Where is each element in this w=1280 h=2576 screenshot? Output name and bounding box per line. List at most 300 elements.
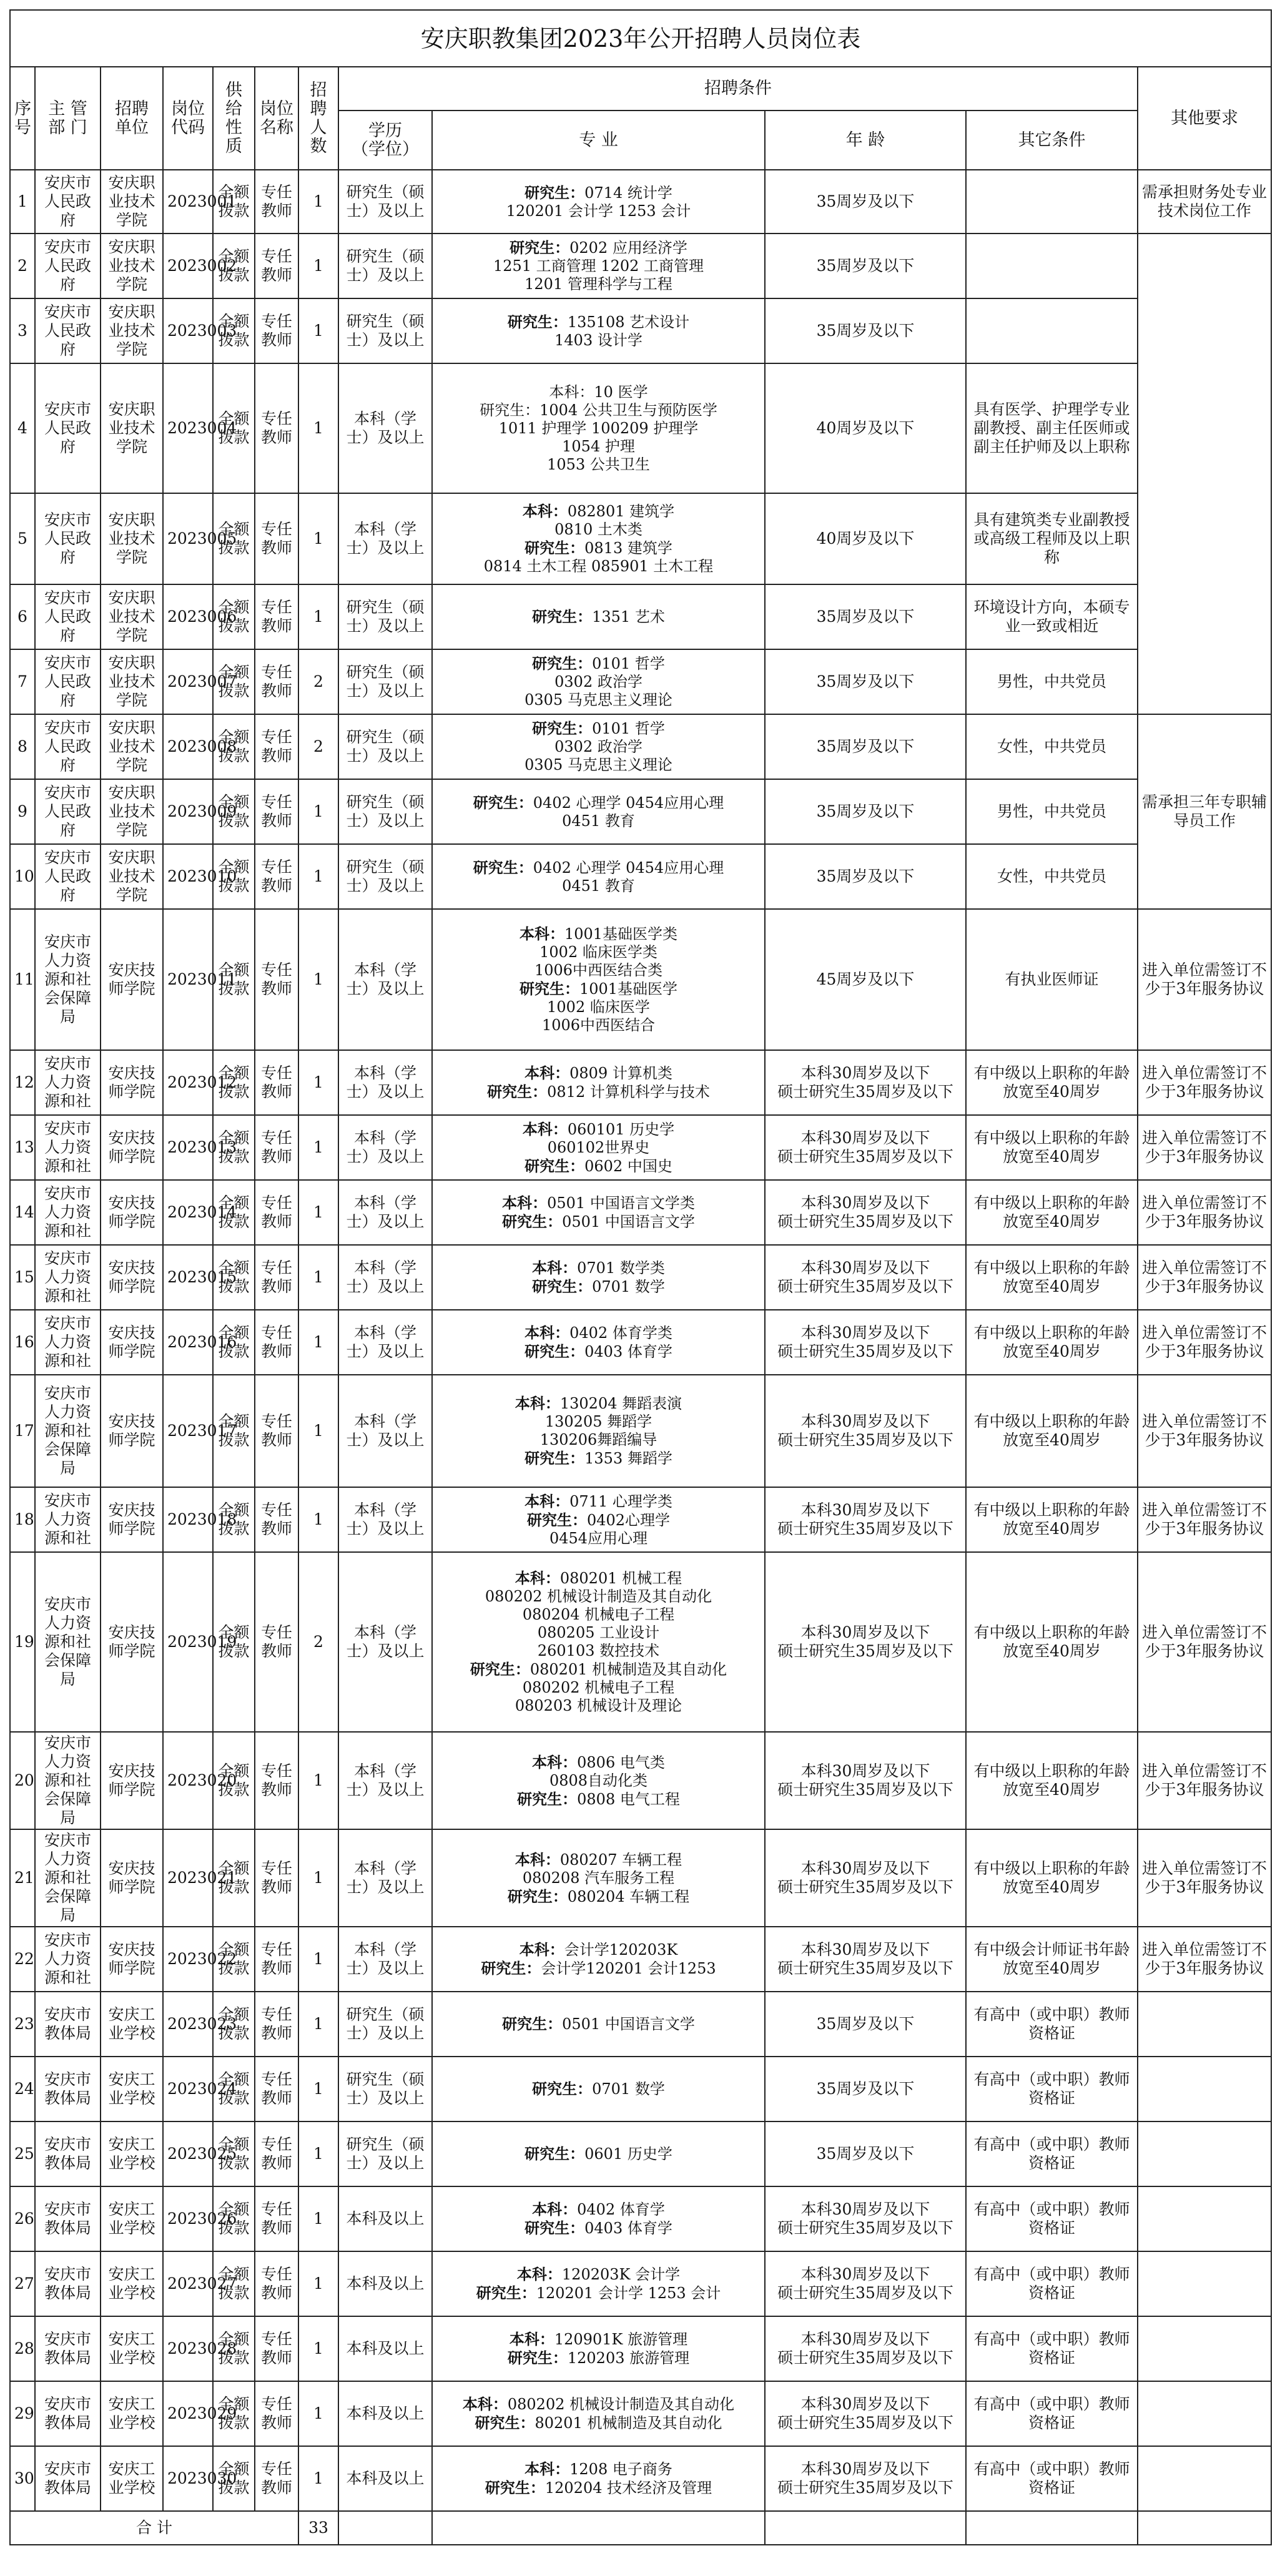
edu-cell: 研究生（硕士）及以上 <box>338 2121 432 2186</box>
other-cell: 有中级以上职称的年龄放宽至40周岁 <box>966 1180 1138 1245</box>
major-line <box>436 1753 761 1772</box>
major-cell <box>432 1050 765 1115</box>
age-cell: 35周岁及以下 <box>765 1992 966 2057</box>
major-text: 060102世界史 <box>547 1138 650 1156</box>
extra-cell: 进入单位需签订不少于3年服务协议 <box>1138 1115 1271 1180</box>
position-cell: 专任教师 <box>255 170 298 234</box>
major-line <box>436 858 761 877</box>
major-cell <box>432 779 765 844</box>
count-cell: 1 <box>298 2381 338 2446</box>
edu-cell: 本科（学士）及以上 <box>338 1050 432 1115</box>
other-cell: 具有建筑类专业副教授或高级工程师及以上职称 <box>966 493 1138 584</box>
unit-cell: 安庆职业技术学院 <box>101 779 163 844</box>
major-cell <box>432 844 765 909</box>
major-level-label: 研究生： <box>524 183 585 202</box>
unit-cell: 安庆工业学校 <box>101 2121 163 2186</box>
unit-cell: 安庆技师学院 <box>101 1732 163 1829</box>
major-text: 1006中西医结合类 <box>534 961 663 979</box>
major-level-label: 研究生： <box>517 1789 578 1808</box>
major-line <box>436 2395 761 2414</box>
header-major: 专 业 <box>432 111 765 170</box>
major-cell <box>432 2121 765 2186</box>
age-cell: 本科30周岁及以下 硕士研究生35周岁及以下 <box>765 1927 966 1992</box>
major-line <box>436 2479 761 2497</box>
other-cell: 女性，中共党员 <box>966 844 1138 909</box>
major-line <box>436 756 761 774</box>
major-line <box>436 1016 761 1035</box>
major-line <box>436 925 761 943</box>
major-cell <box>432 363 765 493</box>
table-row <box>10 1927 1271 1992</box>
major-text: 120901K 旅游管理 <box>554 2331 688 2348</box>
unit-cell: 安庆工业学校 <box>101 2057 163 2121</box>
age-cell: 35周岁及以下 <box>765 844 966 909</box>
major-text: 80201 机械制造及其自动化 <box>534 2414 722 2432</box>
major-text: 0602 中国史 <box>584 1157 672 1175</box>
major-level-label: 本科： <box>514 1569 560 1587</box>
position-cell: 专任教师 <box>255 584 298 649</box>
funding-cell: 全额拨款 <box>213 1245 255 1310</box>
age-cell: 本科30周岁及以下 硕士研究生35周岁及以下 <box>765 2381 966 2446</box>
table-row <box>10 1180 1271 1245</box>
table-row <box>10 2057 1271 2121</box>
major-text: 080208 汽车服务工程 <box>522 1869 675 1887</box>
extra-cell <box>1138 2057 1271 2121</box>
dept-cell: 安庆市人民政府 <box>35 649 101 714</box>
major-level-label: 研究生： <box>507 312 568 331</box>
extra-merged-cell <box>1138 234 1271 714</box>
seq-cell: 7 <box>10 649 35 714</box>
dept-cell: 安庆市人力资源和社 <box>35 1927 101 1992</box>
header-conditions: 招聘条件 <box>338 67 1138 111</box>
total-blank <box>966 2511 1138 2545</box>
dept-cell: 安庆市人民政府 <box>35 170 101 234</box>
funding-cell: 全额拨款 <box>213 1310 255 1375</box>
funding-cell: 全额拨款 <box>213 779 255 844</box>
major-line <box>436 998 761 1016</box>
count-cell: 1 <box>298 1310 338 1375</box>
seq-cell: 11 <box>10 909 35 1050</box>
dept-cell: 安庆市人民政府 <box>35 234 101 298</box>
major-text: 0813 建筑学 <box>584 539 672 557</box>
major-line <box>436 1887 761 1906</box>
seq-cell: 8 <box>10 714 35 779</box>
extra-cell: 进入单位需签订不少于3年服务协议 <box>1138 1829 1271 1927</box>
code-cell: 2023008 <box>163 714 213 779</box>
major-line <box>436 539 761 558</box>
table-row <box>10 493 1271 584</box>
major-cell <box>432 2186 765 2251</box>
major-cell <box>432 714 765 779</box>
dept-cell: 安庆市教体局 <box>35 2121 101 2186</box>
major-text: 会计学120203K <box>564 1941 678 1959</box>
other-cell: 有高中（或中职）教师资格证 <box>966 2446 1138 2511</box>
unit-cell: 安庆技师学院 <box>101 1050 163 1115</box>
age-cell: 本科30周岁及以下 硕士研究生35周岁及以下 <box>765 1487 966 1552</box>
major-level-label: 研究生： <box>524 539 585 557</box>
major-level-label: 研究生： <box>487 1083 548 1101</box>
major-line <box>436 980 761 998</box>
recruitment-table <box>9 9 1272 2545</box>
count-cell: 1 <box>298 1829 338 1927</box>
unit-cell: 安庆职业技术学院 <box>101 584 163 649</box>
seq-cell: 10 <box>10 844 35 909</box>
seq-cell: 22 <box>10 1927 35 1992</box>
dept-cell: 安庆市人力资源和社 <box>35 1487 101 1552</box>
major-line <box>436 2015 761 2033</box>
major-text: 0451 教育 <box>562 877 635 895</box>
major-text: 0402心理学 <box>586 1511 671 1529</box>
major-level-label: 本科： <box>524 1492 570 1510</box>
age-cell: 35周岁及以下 <box>765 170 966 234</box>
count-cell: 1 <box>298 1180 338 1245</box>
funding-cell: 全额拨款 <box>213 649 255 714</box>
total-row <box>10 2511 1271 2545</box>
other-cell: 有中级以上职称的年龄放宽至40周岁 <box>966 1050 1138 1115</box>
header-unit: 招聘 单位 <box>101 67 163 170</box>
position-cell: 专任教师 <box>255 1310 298 1375</box>
major-level-label: 研究生： <box>470 1660 530 1678</box>
major-level-label: 本科： <box>514 1850 560 1869</box>
other-cell <box>966 298 1138 363</box>
count-cell: 1 <box>298 1732 338 1829</box>
funding-cell: 全额拨款 <box>213 363 255 493</box>
count-cell: 1 <box>298 1487 338 1552</box>
major-line <box>436 1083 761 1101</box>
age-cell: 本科30周岁及以下 硕士研究生35周岁及以下 <box>765 1115 966 1180</box>
other-cell: 有中级以上职称的年龄放宽至40周岁 <box>966 1829 1138 1927</box>
major-line <box>436 2219 761 2238</box>
dept-cell: 安庆市人力资源和社 <box>35 1115 101 1180</box>
count-cell: 1 <box>298 1115 338 1180</box>
count-cell: 1 <box>298 1375 338 1487</box>
major-line <box>436 2145 761 2163</box>
dept-cell: 安庆市人民政府 <box>35 298 101 363</box>
major-text: 0701 数学 <box>592 1278 665 1295</box>
dept-cell: 安庆市教体局 <box>35 2186 101 2251</box>
major-text: 130204 舞蹈表演 <box>559 1395 682 1412</box>
count-cell: 1 <box>298 1245 338 1310</box>
other-cell: 男性，中共党员 <box>966 649 1138 714</box>
edu-cell: 研究生（硕士）及以上 <box>338 844 432 909</box>
unit-cell: 安庆技师学院 <box>101 1310 163 1375</box>
table-row <box>10 2186 1271 2251</box>
major-text: 0809 计算机类 <box>569 1064 672 1082</box>
edu-cell: 研究生（硕士）及以上 <box>338 649 432 714</box>
table-row <box>10 1829 1271 1927</box>
code-cell: 2023030 <box>163 2446 213 2511</box>
unit-cell: 安庆技师学院 <box>101 1245 163 1310</box>
major-text: 1053 公共卫生 <box>547 455 650 473</box>
extra-cell <box>1138 1992 1271 2057</box>
major-level-label: 研究生： <box>532 607 593 626</box>
major-line <box>436 673 761 691</box>
funding-cell: 全额拨款 <box>213 2186 255 2251</box>
major-text: 0403 体育学 <box>584 2220 672 2237</box>
dept-cell: 安庆市人民政府 <box>35 493 101 584</box>
major-line <box>436 1120 761 1139</box>
age-cell: 35周岁及以下 <box>765 649 966 714</box>
edu-cell: 研究生（硕士）及以上 <box>338 779 432 844</box>
major-line <box>436 1394 761 1413</box>
major-text: 080201 机械制造及其自动化 <box>529 1661 727 1678</box>
seq-cell: 1 <box>10 170 35 234</box>
dept-cell: 安庆市教体局 <box>35 2251 101 2316</box>
table-row <box>10 1732 1271 1829</box>
other-cell: 女性，中共党员 <box>966 714 1138 779</box>
table-row <box>10 1115 1271 1180</box>
other-cell: 男性，中共党员 <box>966 779 1138 844</box>
major-line <box>436 1530 761 1548</box>
count-cell: 1 <box>298 298 338 363</box>
major-cell <box>432 1245 765 1310</box>
table-row <box>10 2381 1271 2446</box>
major-line <box>436 1413 761 1431</box>
unit-cell: 安庆职业技术学院 <box>101 170 163 234</box>
count-cell: 1 <box>298 2186 338 2251</box>
major-line <box>436 383 761 401</box>
age-cell: 45周岁及以下 <box>765 909 966 1050</box>
major-line <box>436 502 761 521</box>
table-row <box>10 1050 1271 1115</box>
edu-cell: 研究生（硕士）及以上 <box>338 234 432 298</box>
code-cell: 2023025 <box>163 2121 213 2186</box>
position-cell: 专任教师 <box>255 298 298 363</box>
extra-cell <box>1138 2186 1271 2251</box>
age-cell: 本科30周岁及以下 硕士研究生35周岁及以下 <box>765 1180 966 1245</box>
major-level-label: 研究生： <box>532 719 593 737</box>
funding-cell: 全额拨款 <box>213 1992 255 2057</box>
age-cell: 35周岁及以下 <box>765 2057 966 2121</box>
major-cell <box>432 1310 765 1375</box>
unit-cell: 安庆工业学校 <box>101 2316 163 2381</box>
table-body <box>10 170 1271 2511</box>
major-level-label: 本科： <box>532 1753 578 1771</box>
other-cell: 有高中（或中职）教师资格证 <box>966 2057 1138 2121</box>
funding-cell: 全额拨款 <box>213 1829 255 1927</box>
seq-cell: 4 <box>10 363 35 493</box>
funding-cell: 全额拨款 <box>213 1732 255 1829</box>
edu-cell: 本科（学士）及以上 <box>338 1552 432 1732</box>
code-cell: 2023018 <box>163 1487 213 1552</box>
seq-cell: 27 <box>10 2251 35 2316</box>
major-level-label: 本科： <box>522 502 568 520</box>
major-level-label: 研究生： <box>507 1887 568 1905</box>
edu-cell: 研究生（硕士）及以上 <box>338 170 432 234</box>
other-cell: 有高中（或中职）教师资格证 <box>966 2251 1138 2316</box>
code-cell: 2023003 <box>163 298 213 363</box>
funding-cell: 全额拨款 <box>213 1487 255 1552</box>
unit-cell: 安庆技师学院 <box>101 1927 163 1992</box>
seq-cell: 12 <box>10 1050 35 1115</box>
age-cell: 40周岁及以下 <box>765 493 966 584</box>
major-level-label: 研究生： <box>532 1277 593 1295</box>
major-line <box>436 607 761 626</box>
header-funding: 供给 性质 <box>213 67 255 170</box>
age-cell: 本科30周岁及以下 硕士研究生35周岁及以下 <box>765 1310 966 1375</box>
other-cell: 有中级会计师证书年龄放宽至40周岁 <box>966 1927 1138 1992</box>
extra-cell <box>1138 2251 1271 2316</box>
position-cell: 专任教师 <box>255 2186 298 2251</box>
major-text: 080204 车辆工程 <box>567 1887 690 1905</box>
major-text: 0451 教育 <box>562 812 635 830</box>
table-row <box>10 779 1271 844</box>
major-line <box>436 1851 761 1869</box>
position-cell: 专任教师 <box>255 844 298 909</box>
major-cell <box>432 1927 765 1992</box>
major-level-label: 本科： <box>524 1064 570 1082</box>
age-cell: 40周岁及以下 <box>765 363 966 493</box>
major-cell <box>432 584 765 649</box>
major-text: 研究生：1004 公共卫生与预防医学 <box>480 401 717 419</box>
table-row <box>10 2121 1271 2186</box>
code-cell: 2023014 <box>163 1180 213 1245</box>
major-text: 0403 体育学 <box>584 1343 672 1360</box>
major-level-label: 研究生： <box>507 2349 568 2367</box>
major-level-label: 研究生： <box>481 1959 541 1977</box>
other-cell: 有中级以上职称的年龄放宽至40周岁 <box>966 1115 1138 1180</box>
major-cell <box>432 2316 765 2381</box>
other-cell: 有中级以上职称的年龄放宽至40周岁 <box>966 1487 1138 1552</box>
extra-cell <box>1138 2381 1271 2446</box>
unit-cell: 安庆技师学院 <box>101 1115 163 1180</box>
position-cell: 专任教师 <box>255 234 298 298</box>
major-text: 0402 心理学 0454应用心理 <box>533 794 724 812</box>
major-level-label: 本科： <box>522 1119 568 1138</box>
funding-cell: 全额拨款 <box>213 2446 255 2511</box>
position-cell: 专任教师 <box>255 1732 298 1829</box>
major-level-label: 研究生： <box>524 2145 585 2163</box>
edu-cell: 本科及以上 <box>338 2381 432 2446</box>
extra-cell: 进入单位需签订不少于3年服务协议 <box>1138 1927 1271 1992</box>
extra-cell: 进入单位需签订不少于3年服务协议 <box>1138 1245 1271 1310</box>
count-cell: 1 <box>298 1992 338 2057</box>
other-cell: 有高中（或中职）教师资格证 <box>966 2186 1138 2251</box>
seq-cell: 15 <box>10 1245 35 1310</box>
other-cell: 环境设计方向，本硕专业一致或相近 <box>966 584 1138 649</box>
code-cell: 2023009 <box>163 779 213 844</box>
header-extra: 其他要求 <box>1138 67 1271 170</box>
edu-cell: 本科（学士）及以上 <box>338 493 432 584</box>
code-cell: 2023011 <box>163 909 213 1050</box>
extra-cell <box>1138 2446 1271 2511</box>
major-line <box>436 2349 761 2367</box>
major-line <box>436 2265 761 2284</box>
major-line <box>436 2414 761 2432</box>
total-blank <box>765 2511 966 2545</box>
edu-cell: 本科（学士）及以上 <box>338 363 432 493</box>
unit-cell: 安庆职业技术学院 <box>101 234 163 298</box>
major-line <box>436 2330 761 2349</box>
major-text: 0402 体育学 <box>577 2201 665 2218</box>
seq-cell: 24 <box>10 2057 35 2121</box>
code-cell: 2023015 <box>163 1245 213 1310</box>
extra-cell: 进入单位需签订不少于3年服务协议 <box>1138 1732 1271 1829</box>
age-cell: 本科30周岁及以下 硕士研究生35周岁及以下 <box>765 1552 966 1732</box>
count-cell: 1 <box>298 2446 338 2511</box>
code-cell: 2023007 <box>163 649 213 714</box>
table-row <box>10 714 1271 779</box>
major-text: 1001基础医学类 <box>564 925 678 943</box>
count-cell: 1 <box>298 2251 338 2316</box>
major-line <box>436 401 761 420</box>
major-line <box>436 1697 761 1715</box>
major-level-label: 研究生： <box>510 238 570 257</box>
code-cell: 2023019 <box>163 1552 213 1732</box>
funding-cell: 全额拨款 <box>213 1552 255 1732</box>
other-cell: 有中级以上职称的年龄放宽至40周岁 <box>966 1310 1138 1375</box>
major-line <box>436 1940 761 1959</box>
edu-cell: 本科（学士）及以上 <box>338 1927 432 1992</box>
position-cell: 专任教师 <box>255 363 298 493</box>
major-level-label: 研究生： <box>476 2284 536 2302</box>
seq-cell: 9 <box>10 779 35 844</box>
seq-cell: 21 <box>10 1829 35 1927</box>
major-text: 0701 数学类 <box>577 1259 665 1277</box>
major-level-label: 研究生： <box>524 1342 585 1360</box>
major-line <box>436 438 761 456</box>
count-cell: 1 <box>298 363 338 493</box>
major-line <box>436 877 761 895</box>
count-cell: 1 <box>298 584 338 649</box>
dept-cell: 安庆市人民政府 <box>35 779 101 844</box>
major-text: 130205 舞蹈学 <box>544 1413 652 1430</box>
age-cell: 本科30周岁及以下 硕士研究生35周岁及以下 <box>765 1829 966 1927</box>
age-cell: 35周岁及以下 <box>765 584 966 649</box>
header-edu: 学历 （学位） <box>338 111 432 170</box>
unit-cell: 安庆职业技术学院 <box>101 363 163 493</box>
seq-cell: 2 <box>10 234 35 298</box>
major-line <box>436 812 761 830</box>
count-cell: 1 <box>298 779 338 844</box>
major-text: 0101 哲学 <box>592 720 665 737</box>
major-cell <box>432 298 765 363</box>
major-text: 0812 计算机科学与技术 <box>547 1083 710 1101</box>
seq-cell: 13 <box>10 1115 35 1180</box>
seq-cell: 3 <box>10 298 35 363</box>
extra-merged-cell: 需承担三年专职辅导员工作 <box>1138 714 1271 909</box>
position-cell: 专任教师 <box>255 779 298 844</box>
major-text: 080204 机械电子工程 <box>522 1606 675 1623</box>
funding-cell: 全额拨款 <box>213 1115 255 1180</box>
major-cell <box>432 1829 765 1927</box>
table-row <box>10 2316 1271 2381</box>
major-text: 0202 应用经济学 <box>569 239 687 257</box>
funding-cell: 全额拨款 <box>213 584 255 649</box>
dept-cell: 安庆市人民政府 <box>35 584 101 649</box>
major-line <box>436 1194 761 1212</box>
header-position: 岗位 名称 <box>255 67 298 170</box>
major-level-label: 研究生： <box>526 1510 587 1529</box>
dept-cell: 安庆市人力资源和社会保障局 <box>35 909 101 1050</box>
age-cell: 本科30周岁及以下 硕士研究生35周岁及以下 <box>765 2251 966 2316</box>
age-cell: 35周岁及以下 <box>765 234 966 298</box>
major-text: 1201 管理科学与工程 <box>524 275 672 293</box>
position-cell: 专任教师 <box>255 1829 298 1927</box>
other-cell: 有高中（或中职）教师资格证 <box>966 2316 1138 2381</box>
major-cell <box>432 1115 765 1180</box>
major-text: 080202 机械设计制造及其自动化 <box>507 2396 735 2413</box>
age-cell: 本科30周岁及以下 硕士研究生35周岁及以下 <box>765 1050 966 1115</box>
major-cell <box>432 1487 765 1552</box>
major-line <box>436 1449 761 1468</box>
edu-cell: 本科（学士）及以上 <box>338 1732 432 1829</box>
major-level-label: 研究生： <box>519 980 579 998</box>
code-cell: 2023001 <box>163 170 213 234</box>
major-text: 0806 电气类 <box>577 1753 665 1771</box>
major-line <box>436 654 761 673</box>
funding-cell: 全额拨款 <box>213 844 255 909</box>
